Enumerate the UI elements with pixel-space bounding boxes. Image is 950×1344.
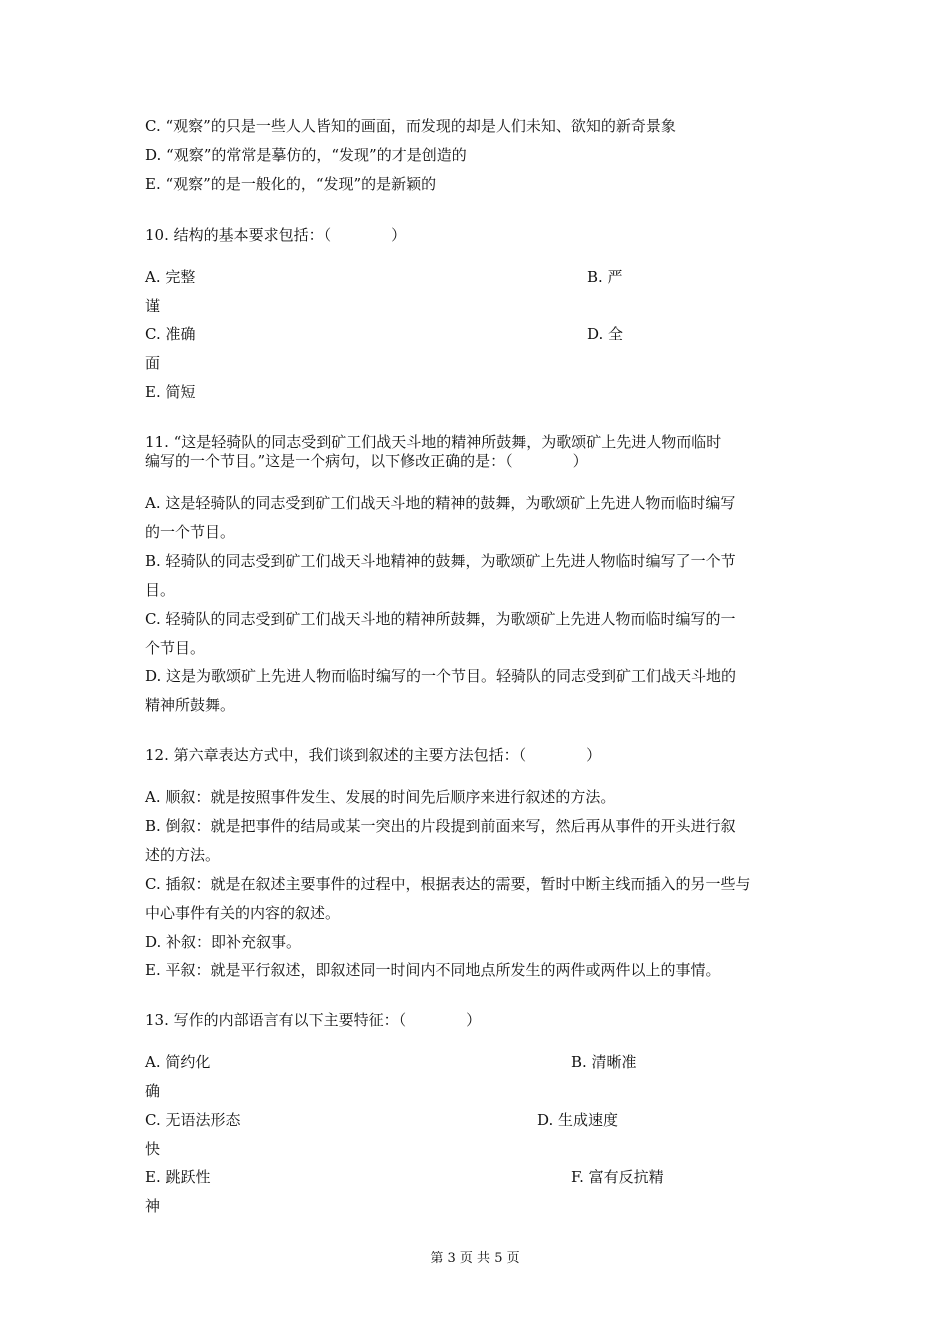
q13-option-e: E. 跳跃性: [145, 1168, 211, 1186]
q11-option-c-line2: 个节目。: [145, 639, 206, 657]
q10-option-d: D. 全: [587, 325, 624, 343]
q12-option-b-line2: 述的方法。: [145, 846, 221, 864]
q13-option-b: B. 清晰准: [571, 1053, 637, 1071]
q11-option-a-line2: 的一个节目。: [145, 523, 236, 541]
q13-option-d: D. 生成速度: [537, 1111, 619, 1129]
q9-option-e: E. “观察”的是一般化的，“发现”的是新颖的: [145, 175, 437, 193]
q13-option-d-wrap: 快: [145, 1140, 161, 1158]
q13-option-f-wrap: 神: [145, 1197, 161, 1215]
q12-option-c-line1: C. 插叙：就是在叙述主要事件的过程中，根据表达的需要，暂时中断主线而插入的另一些与: [145, 875, 751, 893]
q13-option-f: F. 富有反抗精: [571, 1168, 664, 1186]
q13-option-a: A. 简约化: [145, 1053, 211, 1071]
q11-option-c-line1: C. 轻骑队的同志受到矿工们战天斗地的精神所鼓舞，为歌颂矿上先进人物而临时编写的一: [145, 610, 736, 628]
q13-option-c: C. 无语法形态: [145, 1111, 241, 1129]
q11-option-d-line2: 精神所鼓舞。: [145, 696, 236, 714]
q12-stem: 12. 第六章表达方式中，我们谈到叙述的主要方法包括：（ ）: [145, 746, 602, 764]
q12-option-e: E. 平叙：就是平行叙述，即叙述同一时间内不同地点所发生的两件或两件以上的事情。: [145, 961, 721, 979]
q11-option-b-line2: 目。: [145, 581, 176, 599]
q10-option-d-wrap: 面: [145, 354, 161, 372]
q9-option-d: D. “观察”的常常是摹仿的，“发现”的才是创造的: [145, 146, 467, 164]
q10-option-c: C. 准确: [145, 325, 196, 343]
page-footer: 第 3 页 共 5 页: [430, 1251, 520, 1266]
q12-option-a: A. 顺叙：就是按照事件发生、发展的时间先后顺序来进行叙述的方法。: [145, 788, 616, 806]
q10-stem: 10. 结构的基本要求包括：（ ）: [145, 226, 407, 244]
q11-option-b-line1: B. 轻骑队的同志受到矿工们战天斗地精神的鼓舞，为歌颂矿上先进人物临时编写了一个节: [145, 552, 736, 570]
q11-stem-line2: 编写的一个节目。”这是一个病句，以下修改正确的是：（ ）: [145, 452, 588, 470]
q13-option-b-wrap: 确: [145, 1082, 161, 1100]
q9-option-c: C. “观察”的只是一些人人皆知的画面，而发现的却是人们未知、欲知的新奇景象: [145, 117, 676, 135]
q12-option-c-line2: 中心事件有关的内容的叙述。: [145, 904, 341, 922]
q10-option-b: B. 严: [587, 268, 623, 286]
q10-option-e: E. 简短: [145, 383, 196, 401]
q12-option-b-line1: B. 倒叙：就是把事件的结局或某一突出的片段提到前面来写，然后再从事件的开头进行叙: [145, 817, 736, 835]
q10-option-a: A. 完整: [145, 268, 196, 286]
q11-stem-line1: 11. “这是轻骑队的同志受到矿工们战天斗地的精神所鼓舞，为歌颂矿上先进人物而临时: [145, 433, 722, 451]
q10-option-b-wrap: 谨: [145, 297, 161, 315]
q12-option-d: D. 补叙：即补充叙事。: [145, 933, 302, 951]
q13-stem: 13. 写作的内部语言有以下主要特征：（ ）: [145, 1011, 482, 1029]
q11-option-d-line1: D. 这是为歌颂矿上先进人物而临时编写的一个节目。轻骑队的同志受到矿工们战天斗地的: [145, 667, 737, 685]
q11-option-a-line1: A. 这是轻骑队的同志受到矿工们战天斗地的精神的鼓舞，为歌颂矿上先进人物而临时编写: [145, 494, 736, 512]
